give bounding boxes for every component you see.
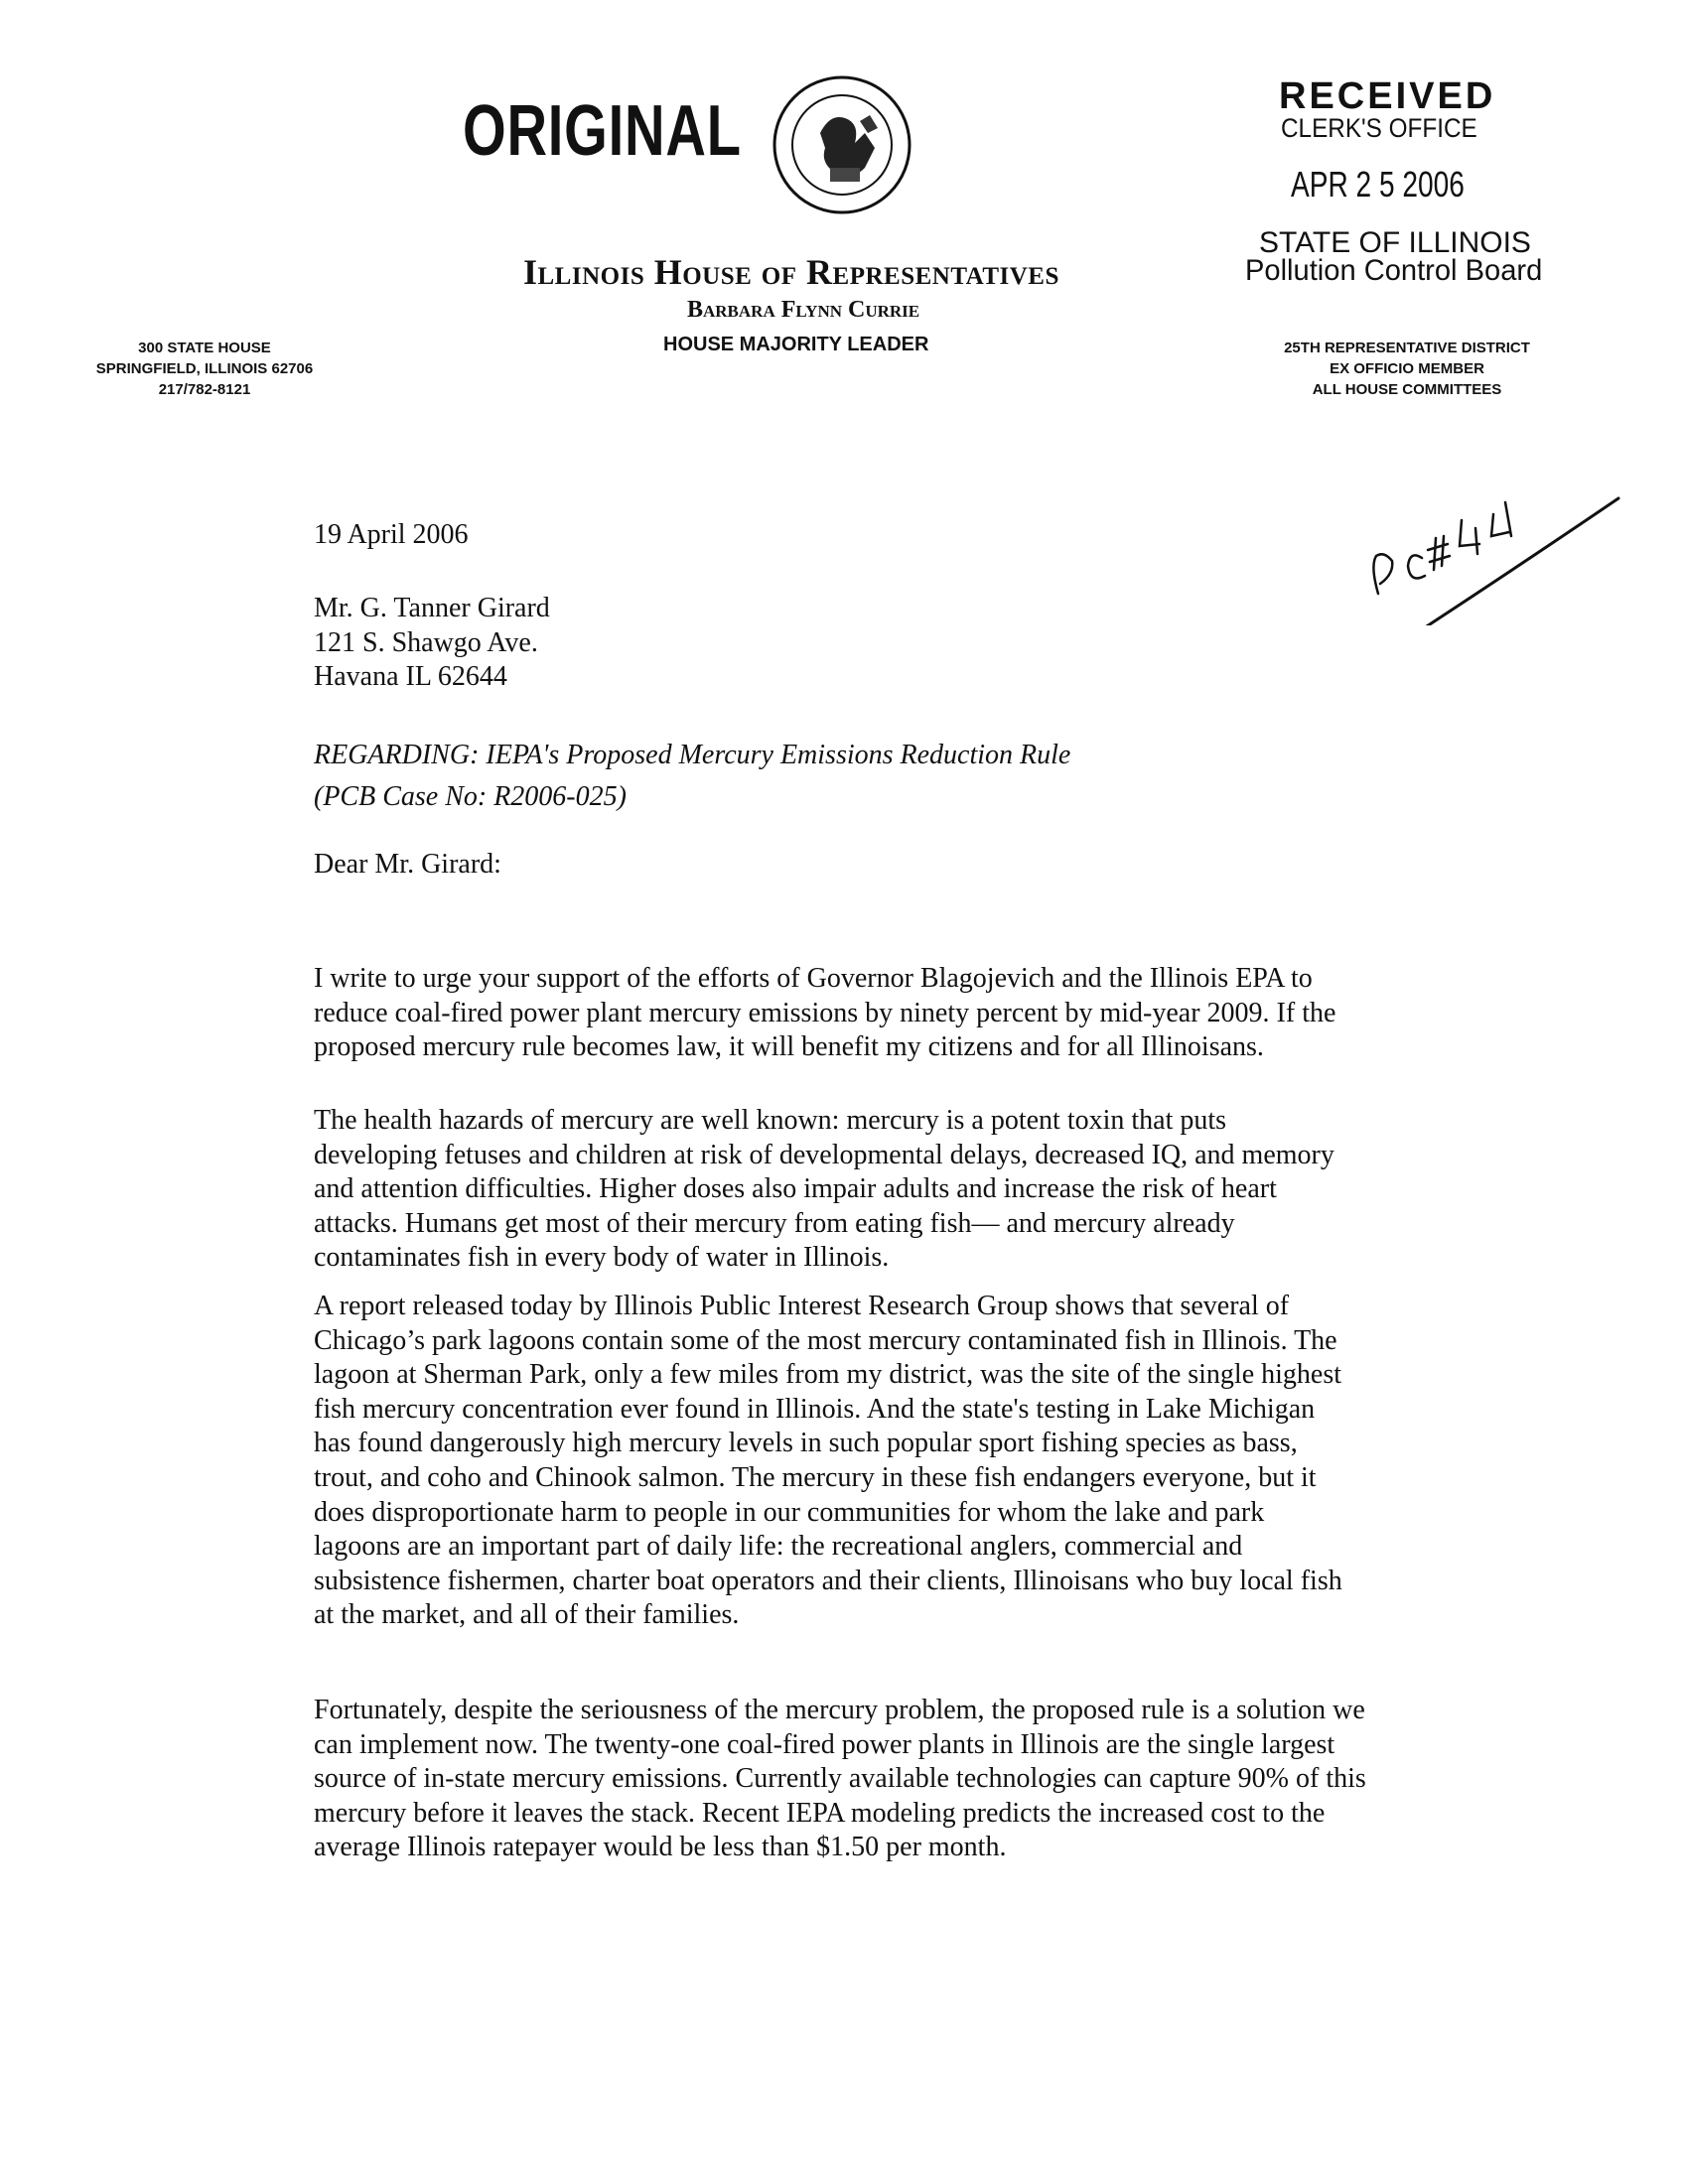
text-line: proposed mercury rule becomes law, it will benefit my citizens and for all Illinoisans.	[314, 1031, 1264, 1063]
paragraph-3	[314, 1290, 1342, 1633]
office-address	[77, 338, 332, 400]
text-line: attacks. Humans get most of their mercury from eating fish— and mercury already	[314, 1207, 1235, 1239]
text-line: Fortunately, despite the seriousness of the mercury problem, the proposed rule is a solution we	[314, 1695, 1365, 1725]
recipient-line: Havana IL 62644	[314, 661, 507, 693]
address-line: 217/782-8121	[158, 381, 251, 398]
district-info	[1243, 338, 1571, 400]
text-line: source of in-state mercury emissions. Currently available technologies can capture 90% of this	[314, 1763, 1366, 1795]
text-line: and attention difficulties. Higher doses also impair adults and increase the risk of heart	[314, 1173, 1277, 1205]
district-line: 25TH REPRESENTATIVE DISTRICT	[1284, 340, 1530, 356]
district-line: EX OFFICIO MEMBER	[1330, 360, 1484, 377]
letterhead-title: Illinois House of Representatives	[523, 252, 1059, 292]
clerks-office-stamp: CLERK'S OFFICE	[1281, 113, 1477, 143]
recipient-address	[314, 592, 550, 695]
district-line: ALL HOUSE COMMITTEES	[1312, 381, 1502, 398]
paragraph-1	[314, 962, 1335, 1065]
text-line: developing fetuses and children at risk of developmental delays, decreased IQ, and memory	[314, 1139, 1334, 1170]
original-stamp: ORIGINAL	[463, 91, 742, 171]
text-line: contaminates fish in every body of water in Illinois.	[314, 1242, 890, 1274]
state-seal-icon	[771, 73, 914, 217]
received-date-stamp: APR 2 5 2006	[1291, 164, 1465, 205]
received-stamp: RECEIVED	[1279, 75, 1496, 117]
text-line: has found dangerously high mercury levels in such popular sport fishing species as bass,	[314, 1428, 1298, 1459]
pollution-control-board-stamp: Pollution Control Board	[1245, 254, 1543, 287]
address-line: 300 STATE HOUSE	[138, 340, 271, 356]
regarding-case: (PCB Case No: R2006-025)	[314, 781, 627, 812]
letterhead-position: HOUSE MAJORITY LEADER	[663, 334, 929, 355]
paragraph-2	[314, 1104, 1334, 1276]
text-line: The health hazards of mercury are well known: mercury is a potent toxin that puts	[314, 1105, 1227, 1136]
state-of-illinois-stamp: STATE OF ILLINOIS	[1259, 226, 1531, 259]
text-line: trout, and coho and Chinook salmon. The mercury in these fish endangers everyone, but it	[314, 1461, 1317, 1493]
text-line: average Illinois ratepayer would be less than $1.50 per month.	[314, 1832, 1007, 1863]
handwritten-pc-44-note	[1370, 467, 1628, 625]
letter-date: 19 April 2006	[314, 519, 469, 550]
text-line: lagoon at Sherman Park, only a few miles from my district, was the site of the single highest	[314, 1359, 1342, 1391]
recipient-line: Mr. G. Tanner Girard	[314, 593, 550, 623]
regarding-subject: REGARDING: IEPA's Proposed Mercury Emissions Reduction Rule	[314, 740, 1071, 770]
recipient-line: 121 S. Shawgo Ave.	[314, 626, 538, 658]
text-line: mercury before it leaves the stack. Recent IEPA modeling predicts the increased cost to the	[314, 1797, 1326, 1829]
address-line: SPRINGFIELD, ILLINOIS 62706	[95, 360, 314, 377]
text-line: at the market, and all of their families.	[314, 1599, 740, 1631]
paragraph-4	[314, 1694, 1366, 1865]
text-line: subsistence fishermen, charter boat operators and their clients, Illinoisans who buy local fish	[314, 1565, 1342, 1596]
text-line: fish mercury concentration ever found in Illinois. And the state's testing in Lake Michigan	[314, 1393, 1316, 1425]
text-line: Chicago’s park lagoons contain some of the most mercury contaminated fish in Illinois. The	[314, 1324, 1337, 1356]
letterhead-name: Barbara Flynn Currie	[687, 297, 920, 323]
text-line: can implement now. The twenty-one coal-fired power plants in Illinois are the single largest	[314, 1728, 1335, 1760]
text-line: lagoons are an important part of daily life: the recreational anglers, commercial and	[314, 1531, 1243, 1563]
text-line: reduce coal-fired power plant mercury emissions by ninety percent by mid-year 2009. If the	[314, 997, 1336, 1028]
text-line: I write to urge your support of the efforts of Governor Blagojevich and the Illinois EPA to	[314, 963, 1313, 994]
text-line: does disproportionate harm to people in our communities for whom the lake and park	[314, 1496, 1265, 1528]
regarding-line	[314, 735, 1070, 818]
text-line: A report released today by Illinois Public Interest Research Group shows that several of	[314, 1291, 1290, 1321]
salutation: Dear Mr. Girard:	[314, 849, 501, 880]
